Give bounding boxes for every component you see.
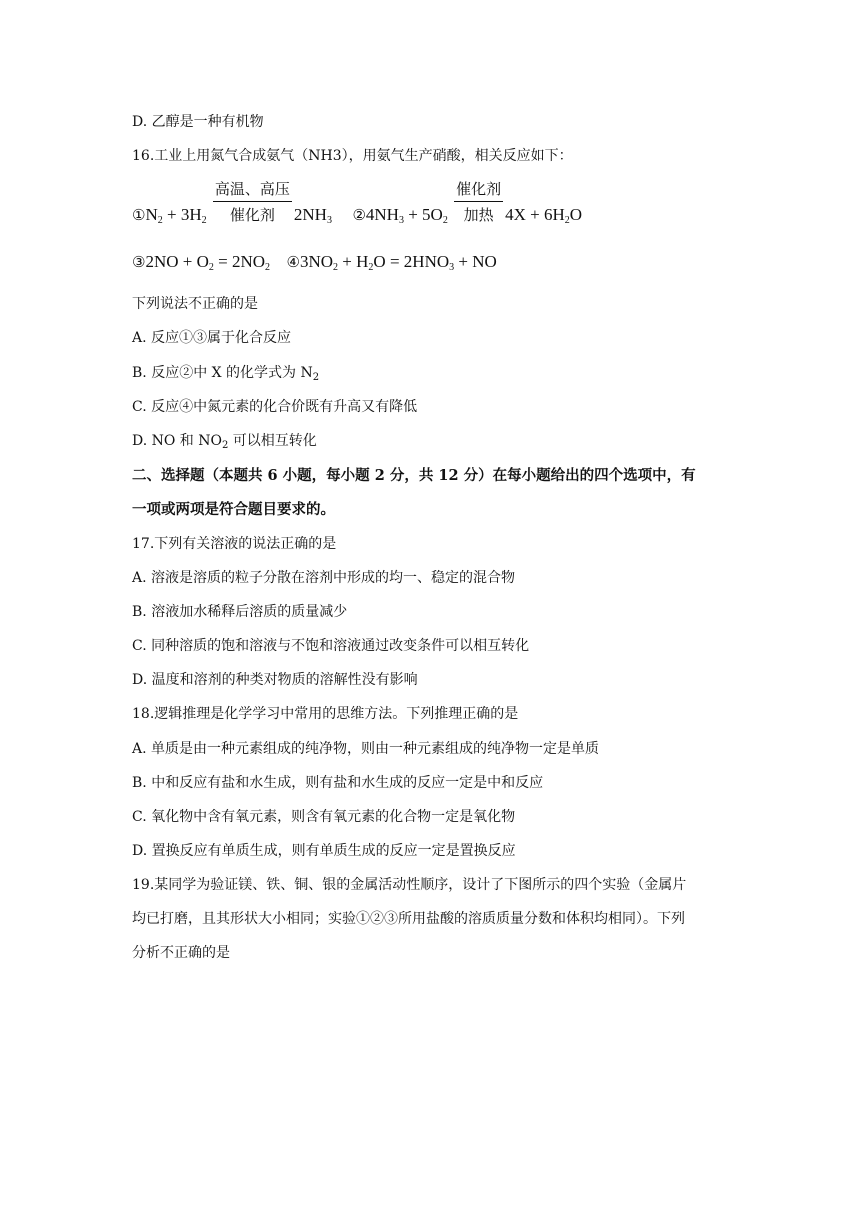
reaction-condition <box>454 178 503 225</box>
equation-number: ② <box>352 206 366 224</box>
equation-text: 2NH <box>293 205 327 224</box>
question-18-option-b: B. 中和反应有盐和水生成，则有盐和水生成的反应一定是中和反应 <box>132 775 544 791</box>
question-18-option-a: A. 单质是由一种元素组成的纯净物，则由一种元素组成的纯净物一定是单质 <box>132 741 600 757</box>
equation-3 <box>132 252 274 271</box>
question-19-line-2: 均已打磨，且其形状大小相同；实验①②③所用盐酸的溶质质量分数和体积均相同）。下列 <box>132 911 685 927</box>
equation-number: ① <box>132 206 146 224</box>
section-2-heading-line-2: 一项或两项是符合题目要求的。 <box>132 501 335 518</box>
reaction-condition <box>213 178 292 225</box>
question-18-option-d: D. 置换反应有单质生成，则有单质生成的反应一定是置换反应 <box>132 843 516 859</box>
question-17-option-a: A. 溶液是溶质的粒子分散在溶剂中形成的均一、稳定的混合物 <box>132 570 516 586</box>
section-2-heading-line-1: 二、选择题（本题共 6 小题，每小题 2 分，共 12 分）在每小题给出的四个选项中，有 <box>132 467 696 484</box>
equation-text: = 2NO <box>213 252 266 271</box>
question-17-option-c: C. 同种溶质的饱和溶液与不饱和溶液通过改变条件可以相互转化 <box>132 638 530 654</box>
condition-top: 高温、高压 <box>214 180 290 198</box>
equation-text: O <box>569 205 583 224</box>
equation-text: O = 2HNO <box>373 252 450 271</box>
question-17-option-d: D. 温度和溶剂的种类对物质的溶解性没有影响 <box>132 672 418 688</box>
subscript: 2 <box>265 262 271 273</box>
equation-number: ④ <box>286 253 300 271</box>
equation-row-1 <box>132 178 582 238</box>
equation-text: + 3H <box>162 205 202 224</box>
question-18-stem: 18.逻辑推理是化学学习中常用的思维方法。下列推理正确的是 <box>132 706 519 722</box>
question-17-option-b: B. 溶液加水稀释后溶质的质量减少 <box>132 604 348 620</box>
option-text: B. 反应②中 X 的化学式为 N <box>132 365 313 381</box>
question-16-stem: 16.工业上用氮气合成氨气（NH3），用氨气生产硝酸，相关反应如下： <box>132 148 573 164</box>
question-16-option-b <box>132 363 319 383</box>
question-19-line-1: 19.某同学为验证镁、铁、铜、银的金属活动性顺序，设计了下图所示的四个实验（金属片 <box>132 877 687 893</box>
question-17-stem: 17.下列有关溶液的说法正确的是 <box>132 536 337 552</box>
subscript: 2 <box>368 262 374 273</box>
equation-text: 2NO + O <box>145 252 209 271</box>
subscript: 2 <box>312 372 320 383</box>
option-text: 可以相互转化 <box>228 433 317 449</box>
subscript: 2 <box>208 262 214 273</box>
question-18-option-c: C. 氧化物中含有氧元素，则含有氧元素的化合物一定是氧化物 <box>132 809 516 825</box>
equation-text: 4NH <box>365 205 399 224</box>
equation-1 <box>132 180 336 226</box>
question-16-option-a: A. 反应①③属于化合反应 <box>132 330 292 346</box>
equation-4 <box>287 252 497 271</box>
equation-2 <box>352 180 583 226</box>
equation-text: + 5O <box>403 205 443 224</box>
subscript: 2 <box>564 215 570 226</box>
subscript: 2 <box>442 215 448 226</box>
equation-text: + H <box>338 252 369 271</box>
equation-number: ③ <box>132 253 146 271</box>
subscript: 2 <box>221 440 229 451</box>
condition-top: 催化剂 <box>456 180 502 198</box>
question-16-ask: 下列说法不正确的是 <box>132 296 258 312</box>
question-19-line-3: 分析不正确的是 <box>132 945 230 961</box>
equation-text: N <box>145 205 158 224</box>
question-15-option-d: D. 乙醇是一种有机物 <box>132 114 264 130</box>
equation-text: 3NO <box>299 252 334 271</box>
subscript: 3 <box>398 215 404 226</box>
equation-text: + NO <box>454 252 497 271</box>
question-16-option-d <box>132 431 317 451</box>
subscript: 3 <box>326 215 332 226</box>
condition-bottom: 催化剂 <box>229 206 275 224</box>
option-text: D. NO 和 NO <box>132 433 222 449</box>
equation-text: 4X + 6H <box>505 205 565 224</box>
subscript: 2 <box>333 262 339 273</box>
equation-row-2 <box>132 252 497 276</box>
subscript: 3 <box>449 262 455 273</box>
condition-bottom: 加热 <box>463 206 494 224</box>
subscript: 2 <box>157 215 163 226</box>
subscript: 2 <box>201 215 207 226</box>
question-16-option-c: C. 反应④中氮元素的化合价既有升高又有降低 <box>132 399 418 415</box>
